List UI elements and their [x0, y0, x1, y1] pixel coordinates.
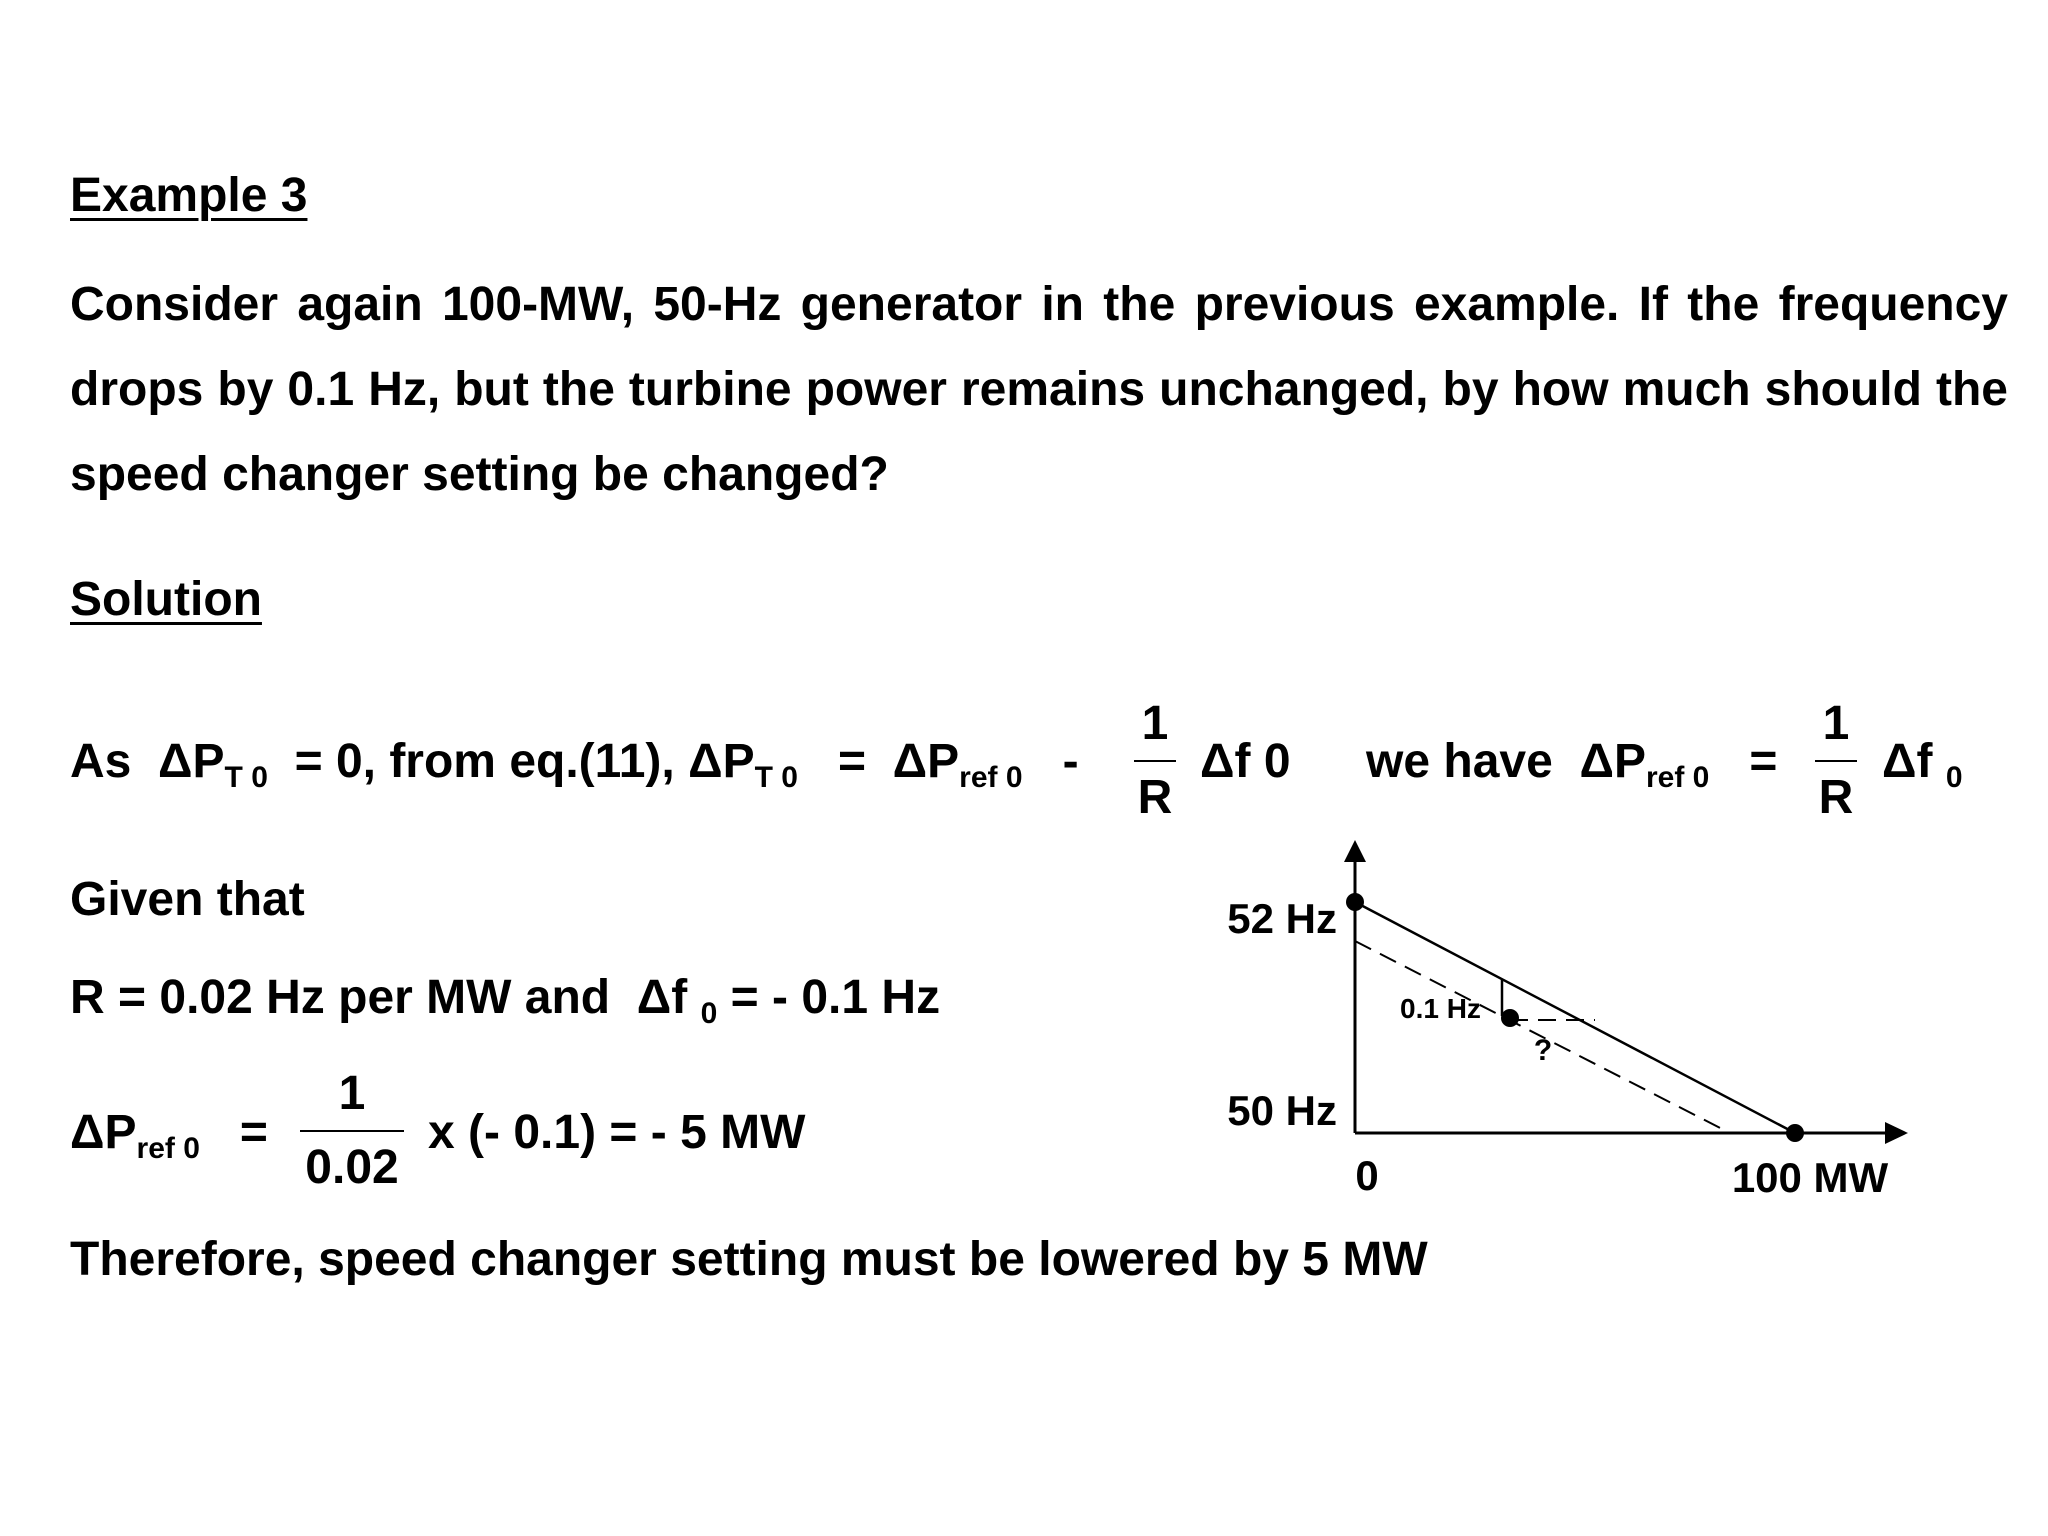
- label-unknown-shift: ?: [1533, 1034, 1553, 1067]
- as-word: As: [70, 735, 132, 788]
- fraction-numerator: 1: [1141, 697, 1169, 750]
- frequency-axis-arrow-icon: [1344, 840, 1366, 862]
- r-value-text: R = 0.02 Hz per MW and: [70, 971, 611, 1024]
- fraction-numerator-2: 1: [1822, 697, 1850, 750]
- given-that-label: Given that: [70, 873, 305, 926]
- label-100mw: 100 MW: [1731, 1154, 1889, 1201]
- example-heading: Example 3: [70, 169, 308, 222]
- delta-f-symbol-given: Δf: [636, 971, 688, 1024]
- delta-f-subscript: 0: [1945, 761, 1963, 794]
- calc-equals-sign: =: [239, 1106, 268, 1159]
- delta-pref-symbol-2: ΔP: [1579, 735, 1646, 788]
- fraction-denominator-2: R: [1818, 771, 1854, 824]
- zero-from-eq-text: = 0, from eq.(11),: [294, 735, 675, 788]
- delta-f-value: = - 0.1 Hz: [730, 971, 941, 1024]
- calc-fraction-numerator: 1: [338, 1067, 366, 1120]
- we-have-text: we have: [1366, 735, 1553, 788]
- point-52hz: [1346, 893, 1364, 911]
- conclusion-text: Therefore, speed changer setting must be lowered by 5 MW: [70, 1233, 1428, 1286]
- delta-pt-subscript: T 0: [224, 761, 268, 794]
- delta-f-term: Δf 0: [1200, 735, 1291, 788]
- calc-fraction-denominator: 0.02: [305, 1141, 399, 1194]
- calc-delta-p-symbol: ΔP: [70, 1106, 137, 1159]
- operating-point: [1501, 1009, 1519, 1027]
- minus-sign: -: [1062, 735, 1079, 788]
- equals-sign-2: =: [1749, 735, 1778, 788]
- delta-pt-subscript-2: T 0: [754, 761, 798, 794]
- calc-delta-p-subscript: ref 0: [136, 1132, 200, 1165]
- label-50hz: 50 Hz: [1227, 1087, 1337, 1134]
- calculation-result: x (- 0.1) = - 5 MW: [428, 1106, 806, 1159]
- fraction-denominator: R: [1137, 771, 1173, 824]
- delta-f-symbol: Δf: [1882, 735, 1933, 788]
- power-axis-arrow-icon: [1885, 1122, 1908, 1144]
- delta-pt-symbol-2: ΔP: [688, 735, 755, 788]
- solution-heading: Solution: [70, 573, 262, 626]
- delta-pref-subscript-2: ref 0: [1645, 761, 1710, 794]
- label-frequency-drop: 0.1 Hz: [1400, 993, 1481, 1024]
- problem-statement: Consider again 100-MW, 50-Hz generator in the previous example. If the frequency drops by 0.1 Hz, but the turbine power remains unchanged, by how much should the speed changer setting be changed?: [70, 278, 2008, 501]
- label-origin: 0: [1355, 1152, 1379, 1199]
- delta-pref-symbol: ΔP: [892, 735, 960, 788]
- equals-sign: =: [837, 735, 866, 788]
- delta-pt-symbol: ΔP: [158, 735, 225, 788]
- delta-f-subscript-given: 0: [700, 997, 718, 1030]
- point-100mw: [1786, 1124, 1804, 1142]
- delta-pref-subscript: ref 0: [959, 761, 1023, 794]
- label-52hz: 52 Hz: [1227, 895, 1337, 942]
